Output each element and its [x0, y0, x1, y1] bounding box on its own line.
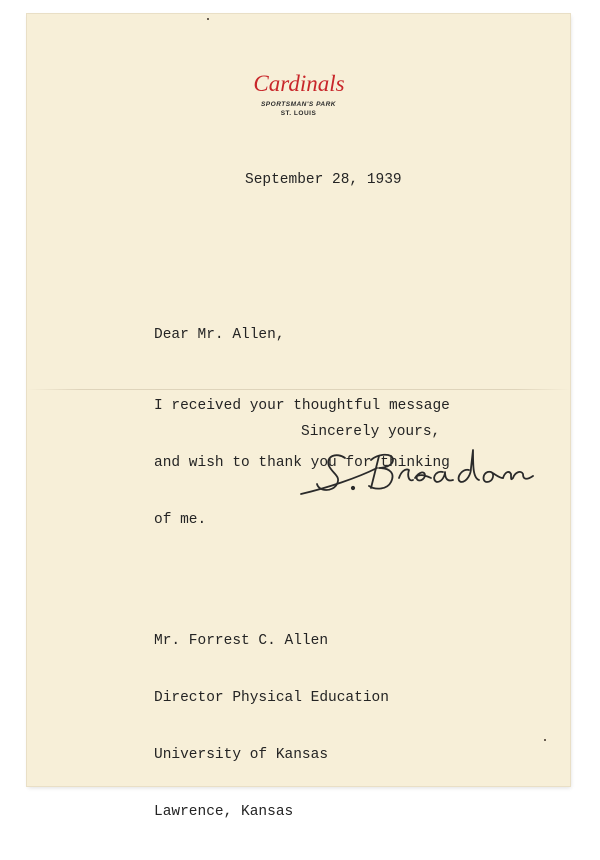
- salutation: Dear Mr. Allen,: [154, 327, 285, 343]
- closing: Sincerely yours,: [301, 424, 441, 440]
- letter-date: September 28, 1939: [245, 172, 402, 188]
- letter-page: [27, 14, 570, 820]
- address-line: Director Physical Education: [154, 690, 389, 706]
- recipient-address: [154, 594, 389, 860]
- address-line: Lawrence, Kansas: [154, 804, 294, 820]
- paper-speck: [544, 739, 546, 741]
- brand-name: Cardinals: [252, 71, 345, 96]
- body-line: I received your thoughtful message: [154, 398, 450, 414]
- letterhead-line-2: ST. LOUIS: [280, 110, 317, 117]
- paper-speck: [207, 18, 209, 20]
- letterhead-line-1: SPORTSMAN'S PARK: [260, 101, 337, 108]
- letterhead: [27, 66, 570, 118]
- cardinals-logo: [239, 66, 359, 100]
- address-line: University of Kansas: [154, 747, 329, 763]
- address-line: Mr. Forrest C. Allen: [154, 633, 329, 649]
- handwritten-signature: [297, 438, 537, 508]
- body-line: of me.: [154, 512, 207, 528]
- body-line: and wish to thank you for thinking: [154, 455, 450, 471]
